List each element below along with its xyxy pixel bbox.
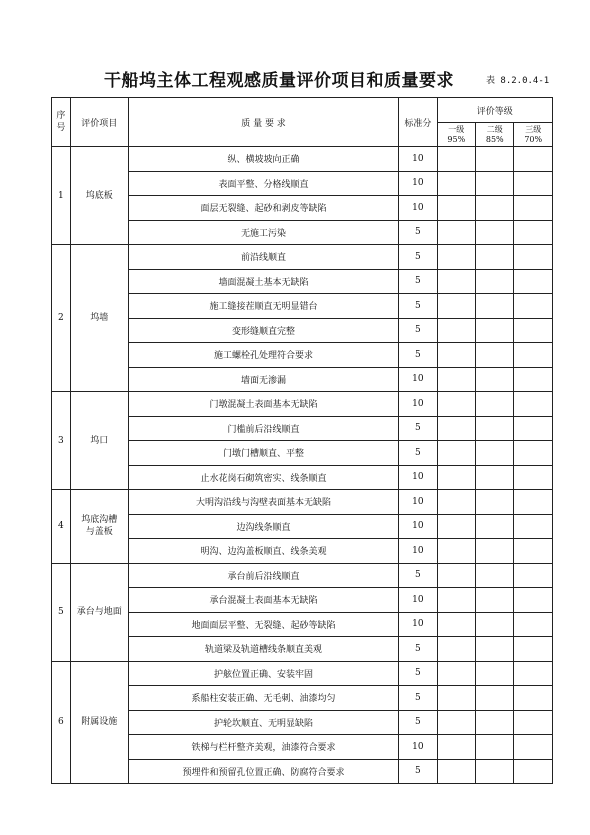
- grade2-score-cell[interactable]: [476, 637, 514, 662]
- standard-score-cell: 10: [399, 588, 437, 613]
- grade3-score-cell[interactable]: [514, 343, 553, 368]
- requirement-cell: 施工缝接茬顺直无明显错台: [128, 294, 398, 319]
- grade1-score-cell[interactable]: [437, 735, 475, 760]
- grade1-score-cell[interactable]: [437, 392, 475, 417]
- requirement-cell: 大明沟沿线与沟壁表面基本无缺陷: [128, 490, 398, 515]
- standard-score-cell: 10: [399, 465, 437, 490]
- grade1-score-cell[interactable]: [437, 269, 475, 294]
- grade1-score-cell[interactable]: [437, 171, 475, 196]
- grade2-score-cell[interactable]: [476, 490, 514, 515]
- standard-score-cell: 5: [399, 220, 437, 245]
- standard-score-cell: 5: [399, 686, 437, 711]
- document-title: 干船坞主体工程观感质量评价项目和质量要求: [104, 71, 454, 91]
- grade1-score-cell[interactable]: [437, 710, 475, 735]
- grade1-score-cell[interactable]: [437, 490, 475, 515]
- grade2-score-cell[interactable]: [476, 269, 514, 294]
- grade1-score-cell[interactable]: [437, 220, 475, 245]
- grade1-score-cell[interactable]: [437, 661, 475, 686]
- table-row: [52, 147, 553, 172]
- requirement-cell: 无施工污染: [128, 220, 398, 245]
- grade1-score-cell[interactable]: [437, 294, 475, 319]
- group-seq: 1: [52, 147, 71, 245]
- grade3-score-cell[interactable]: [514, 220, 553, 245]
- requirement-cell: 门槛前后沿线顺直: [128, 416, 398, 441]
- group-item: [70, 490, 128, 564]
- grade1-score-cell[interactable]: [437, 416, 475, 441]
- group-item: [70, 661, 128, 784]
- grade1-score-cell[interactable]: [437, 612, 475, 637]
- quality-requirements-table: [51, 97, 553, 784]
- grade2-score-cell[interactable]: [476, 563, 514, 588]
- grade2-score-cell[interactable]: [476, 294, 514, 319]
- grade3-score-cell[interactable]: [514, 196, 553, 221]
- header-seq: [52, 98, 71, 147]
- requirement-cell: 变形缝顺直完整: [128, 318, 398, 343]
- grade3-score-cell[interactable]: [514, 294, 553, 319]
- requirement-cell: 轨道梁及轨道槽线条顺直美观: [128, 637, 398, 662]
- grade2-score-cell[interactable]: [476, 686, 514, 711]
- requirement-cell: 门墩门槽顺直、平整: [128, 441, 398, 466]
- requirement-cell: 明沟、边沟盖板顺直、线条美观: [128, 539, 398, 564]
- group-item-label: 坞口: [90, 435, 109, 446]
- grade3-score-cell[interactable]: [514, 318, 553, 343]
- requirement-cell: 表面平整、分格线顺直: [128, 171, 398, 196]
- grade2-score-cell[interactable]: [476, 343, 514, 368]
- standard-score-cell: 10: [399, 147, 437, 172]
- grade1-score-cell[interactable]: [437, 367, 475, 392]
- grade2-score-cell[interactable]: [476, 759, 514, 784]
- grade3-score-cell[interactable]: [514, 612, 553, 637]
- grade2-score-cell[interactable]: [476, 735, 514, 760]
- grade3-score-cell[interactable]: [514, 588, 553, 613]
- grade3-score-cell[interactable]: [514, 710, 553, 735]
- table-row: [52, 563, 553, 588]
- grade3-score-cell[interactable]: [514, 686, 553, 711]
- group-item: [70, 147, 128, 245]
- grade3-pct: 70%: [524, 134, 543, 144]
- grade1-score-cell[interactable]: [437, 441, 475, 466]
- grade1-score-cell[interactable]: [437, 465, 475, 490]
- grade2-score-cell[interactable]: [476, 367, 514, 392]
- standard-score-cell: 10: [399, 392, 437, 417]
- group-seq: 4: [52, 490, 71, 564]
- grade3-score-cell[interactable]: [514, 245, 553, 270]
- grade1-score-cell[interactable]: [437, 637, 475, 662]
- header-seq-label: 序号: [56, 111, 66, 133]
- grade1-score-cell[interactable]: [437, 147, 475, 172]
- header-grade2: [476, 123, 514, 147]
- grade1-score-cell[interactable]: [437, 588, 475, 613]
- group-item-label: 附属设施: [81, 717, 118, 728]
- standard-score-cell: 5: [399, 661, 437, 686]
- grade1-score-cell[interactable]: [437, 245, 475, 270]
- grade2-pct: 85%: [485, 134, 504, 144]
- requirement-cell: 面层无裂缝、起砂和剥皮等缺陷: [128, 196, 398, 221]
- grade1-score-cell[interactable]: [437, 196, 475, 221]
- group-item-label: 坞底沟槽与盖板: [81, 515, 118, 538]
- grade2-score-cell[interactable]: [476, 514, 514, 539]
- grade1-score-cell[interactable]: [437, 563, 475, 588]
- grade2-score-cell[interactable]: [476, 147, 514, 172]
- requirement-cell: 预埋件和预留孔位置正确、防腐符合要求: [128, 759, 398, 784]
- grade2-score-cell[interactable]: [476, 171, 514, 196]
- standard-score-cell: 5: [399, 269, 437, 294]
- grade3-score-cell[interactable]: [514, 367, 553, 392]
- grade2-score-cell[interactable]: [476, 441, 514, 466]
- requirement-cell: 地面面层平整、无裂缝、起砂等缺陷: [128, 612, 398, 637]
- grade3-label: 三级: [525, 124, 542, 134]
- grade1-pct: 95%: [447, 134, 466, 144]
- grade2-score-cell[interactable]: [476, 416, 514, 441]
- grade3-score-cell[interactable]: [514, 392, 553, 417]
- table-row: [52, 490, 553, 515]
- standard-score-cell: 10: [399, 735, 437, 760]
- table-body: [52, 98, 553, 784]
- grade3-score-cell[interactable]: [514, 661, 553, 686]
- standard-score-cell: 10: [399, 490, 437, 515]
- grade2-score-cell[interactable]: [476, 588, 514, 613]
- standard-score-cell: 5: [399, 759, 437, 784]
- grade3-score-cell[interactable]: [514, 441, 553, 466]
- table-row: [52, 661, 553, 686]
- standard-score-cell: 10: [399, 612, 437, 637]
- standard-score-cell: 5: [399, 318, 437, 343]
- grade1-score-cell[interactable]: [437, 514, 475, 539]
- header-standard: 标准分: [399, 98, 437, 147]
- grade1-score-cell[interactable]: [437, 686, 475, 711]
- requirement-cell: 系船柱安装正确、无毛刺、油漆均匀: [128, 686, 398, 711]
- standard-score-cell: 5: [399, 441, 437, 466]
- header-grade1: [437, 123, 475, 147]
- standard-score-cell: 5: [399, 416, 437, 441]
- group-seq: 2: [52, 245, 71, 392]
- standard-score-cell: 5: [399, 710, 437, 735]
- grade1-label: 一级: [448, 124, 465, 134]
- requirement-cell: 纵、横坡坡向正确: [128, 147, 398, 172]
- grade1-score-cell[interactable]: [437, 343, 475, 368]
- header-grade3: [514, 123, 553, 147]
- grade2-score-cell[interactable]: [476, 612, 514, 637]
- grade1-score-cell[interactable]: [437, 318, 475, 343]
- grade2-score-cell[interactable]: [476, 196, 514, 221]
- grade1-score-cell[interactable]: [437, 759, 475, 784]
- standard-score-cell: 10: [399, 539, 437, 564]
- table-code: 表 8.2.0.4-1: [486, 76, 550, 86]
- grade3-score-cell[interactable]: [514, 147, 553, 172]
- requirement-cell: 护轮坎顺直、无明显缺陷: [128, 710, 398, 735]
- header-item: 评价项目: [70, 98, 128, 147]
- standard-score-cell: 5: [399, 637, 437, 662]
- grade3-score-cell[interactable]: [514, 735, 553, 760]
- group-seq: 3: [52, 392, 71, 490]
- grade3-score-cell[interactable]: [514, 563, 553, 588]
- header-requirement: 质 量 要 求: [128, 98, 398, 147]
- standard-score-cell: 10: [399, 514, 437, 539]
- requirement-cell: 铁梯与栏杆整齐美观，油漆符合要求: [128, 735, 398, 760]
- requirement-cell: 墙面无渗漏: [128, 367, 398, 392]
- header-row: [52, 98, 553, 123]
- group-seq: 6: [52, 661, 71, 784]
- standard-score-cell: 10: [399, 196, 437, 221]
- group-item: [70, 245, 128, 392]
- grade1-score-cell[interactable]: [437, 539, 475, 564]
- grade2-score-cell[interactable]: [476, 245, 514, 270]
- header-grade-group: 评价等级: [437, 98, 552, 123]
- grade2-score-cell[interactable]: [476, 318, 514, 343]
- group-item: [70, 392, 128, 490]
- grade3-score-cell[interactable]: [514, 171, 553, 196]
- table-row: [52, 245, 553, 270]
- requirement-cell: 边沟线条顺直: [128, 514, 398, 539]
- standard-score-cell: 5: [399, 245, 437, 270]
- grade2-score-cell[interactable]: [476, 661, 514, 686]
- standard-score-cell: 5: [399, 563, 437, 588]
- requirement-cell: 承台混凝土表面基本无缺陷: [128, 588, 398, 613]
- grade2-score-cell[interactable]: [476, 539, 514, 564]
- grade2-score-cell[interactable]: [476, 710, 514, 735]
- requirement-cell: 施工螺栓孔处理符合要求: [128, 343, 398, 368]
- requirement-cell: 承台前后沿线顺直: [128, 563, 398, 588]
- requirement-cell: 门墩混凝土表面基本无缺陷: [128, 392, 398, 417]
- grade2-score-cell[interactable]: [476, 392, 514, 417]
- group-item-label: 坞墙: [90, 313, 109, 323]
- grade3-score-cell[interactable]: [514, 269, 553, 294]
- grade2-score-cell[interactable]: [476, 465, 514, 490]
- grade3-score-cell[interactable]: [514, 490, 553, 515]
- group-item: [70, 563, 128, 661]
- grade3-score-cell[interactable]: [514, 759, 553, 784]
- group-item-label: 坞底板: [85, 190, 113, 201]
- grade2-label: 二级: [486, 124, 503, 134]
- grade3-score-cell[interactable]: [514, 465, 553, 490]
- group-seq: 5: [52, 563, 71, 661]
- standard-score-cell: 10: [399, 367, 437, 392]
- requirement-cell: 护舷位置正确、安装牢固: [128, 661, 398, 686]
- standard-score-cell: 5: [399, 294, 437, 319]
- grade3-score-cell[interactable]: [514, 514, 553, 539]
- grade3-score-cell[interactable]: [514, 637, 553, 662]
- group-item-label: 承台与地面: [76, 607, 122, 617]
- requirement-cell: 前沿线顺直: [128, 245, 398, 270]
- requirement-cell: 墙面混凝土基本无缺陷: [128, 269, 398, 294]
- requirement-cell: 止水花岗石砌筑密实、线条顺直: [128, 465, 398, 490]
- table-row: [52, 392, 553, 417]
- grade3-score-cell[interactable]: [514, 539, 553, 564]
- standard-score-cell: 5: [399, 343, 437, 368]
- standard-score-cell: 10: [399, 171, 437, 196]
- grade3-score-cell[interactable]: [514, 416, 553, 441]
- grade2-score-cell[interactable]: [476, 220, 514, 245]
